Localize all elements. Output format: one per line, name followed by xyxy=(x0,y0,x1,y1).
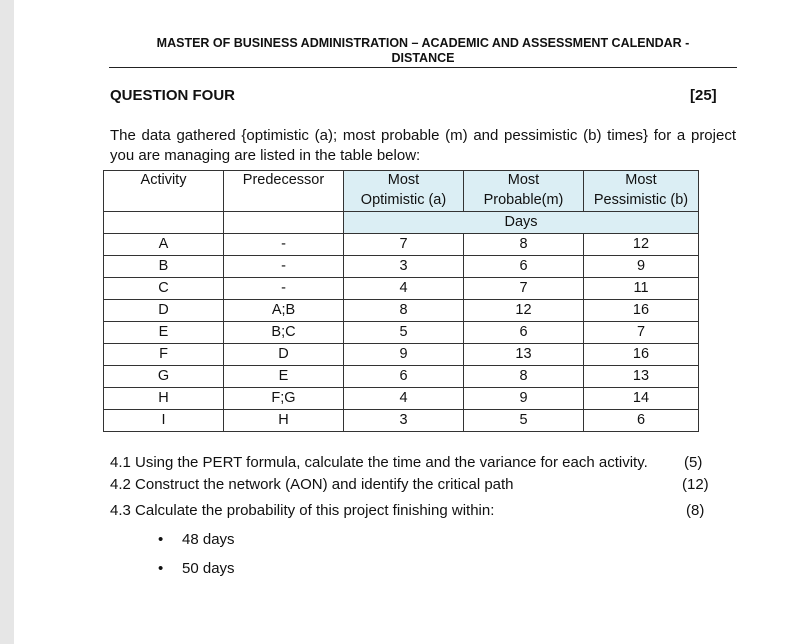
header-probable-top: Most xyxy=(464,171,584,191)
cell-predecessor: - xyxy=(224,234,344,256)
cell-pessimistic: 12 xyxy=(584,234,699,256)
table-row xyxy=(104,410,699,432)
cell-probable: 12 xyxy=(464,300,584,322)
cell-pessimistic: 6 xyxy=(584,410,699,432)
header-probable-bottom: Probable(m) xyxy=(464,190,584,212)
cell-pessimistic: 16 xyxy=(584,344,699,366)
cell-predecessor: B;C xyxy=(224,322,344,344)
cell-pessimistic: 11 xyxy=(584,278,699,300)
header-divider xyxy=(109,67,737,68)
question-intro: The data gathered {optimistic (a); most probable (m) and pessimistic (b) times} for a project you are managing are listed in the table below: xyxy=(110,127,736,164)
table-header-row-2 xyxy=(104,190,699,212)
table-row xyxy=(104,300,699,322)
bullet-50-days: 50 days xyxy=(182,560,235,577)
header-predecessor: Predecessor xyxy=(224,171,344,191)
cell-optimistic: 7 xyxy=(344,234,464,256)
task-4-2: 4.2 Construct the network (AON) and identify the critical path xyxy=(110,476,514,493)
table-row xyxy=(104,322,699,344)
header-line-1: MASTER OF BUSINESS ADMINISTRATION – ACADEMIC AND ASSESSMENT CALENDAR - xyxy=(156,36,690,50)
table-header-row-1 xyxy=(104,171,699,191)
table-row xyxy=(104,234,699,256)
cell-activity: H xyxy=(104,388,224,410)
cell-probable: 8 xyxy=(464,234,584,256)
cell-pessimistic: 9 xyxy=(584,256,699,278)
cell-optimistic: 5 xyxy=(344,322,464,344)
cell-optimistic: 4 xyxy=(344,278,464,300)
cell-predecessor: H xyxy=(224,410,344,432)
header-pessimistic-top: Most xyxy=(584,171,699,191)
cell-pessimistic: 14 xyxy=(584,388,699,410)
task-4-2-marks: (12) xyxy=(682,476,709,493)
cell-activity: C xyxy=(104,278,224,300)
table-days-row xyxy=(104,212,699,234)
table-row xyxy=(104,366,699,388)
bullet-icon: • xyxy=(158,560,164,577)
header-optimistic-top: Most xyxy=(344,171,464,191)
cell-predecessor: - xyxy=(224,278,344,300)
pert-table xyxy=(103,170,699,432)
table-row xyxy=(104,256,699,278)
cell-optimistic: 3 xyxy=(344,410,464,432)
cell-probable: 9 xyxy=(464,388,584,410)
cell-pessimistic: 16 xyxy=(584,300,699,322)
cell-optimistic: 9 xyxy=(344,344,464,366)
document-header xyxy=(110,36,736,66)
header-pessimistic-bottom: Pessimistic (b) xyxy=(584,190,699,212)
cell-predecessor: F;G xyxy=(224,388,344,410)
cell-predecessor: D xyxy=(224,344,344,366)
cell-activity: G xyxy=(104,366,224,388)
cell-predecessor: E xyxy=(224,366,344,388)
cell-activity: E xyxy=(104,322,224,344)
header-days: Days xyxy=(344,212,699,234)
cell-optimistic: 6 xyxy=(344,366,464,388)
cell-pessimistic: 13 xyxy=(584,366,699,388)
cell-activity: F xyxy=(104,344,224,366)
cell-activity: I xyxy=(104,410,224,432)
cell-probable: 5 xyxy=(464,410,584,432)
header-optimistic-bottom: Optimistic (a) xyxy=(344,190,464,212)
cell-optimistic: 4 xyxy=(344,388,464,410)
task-4-1: 4.1 Using the PERT formula, calculate the time and the variance for each activity. xyxy=(110,454,648,471)
table-row xyxy=(104,278,699,300)
cell-activity: B xyxy=(104,256,224,278)
cell-activity: A xyxy=(104,234,224,256)
cell-probable: 13 xyxy=(464,344,584,366)
task-4-1-marks: (5) xyxy=(684,454,703,471)
cell-predecessor: - xyxy=(224,256,344,278)
cell-probable: 6 xyxy=(464,322,584,344)
cell-probable: 6 xyxy=(464,256,584,278)
cell-optimistic: 3 xyxy=(344,256,464,278)
cell-probable: 7 xyxy=(464,278,584,300)
header-line-2: DISTANCE xyxy=(391,51,455,65)
cell-probable: 8 xyxy=(464,366,584,388)
bullet-icon: • xyxy=(158,531,164,548)
table-row xyxy=(104,388,699,410)
cell-optimistic: 8 xyxy=(344,300,464,322)
cell-pessimistic: 7 xyxy=(584,322,699,344)
task-4-3: 4.3 Calculate the probability of this project finishing within: xyxy=(110,502,495,519)
table-row xyxy=(104,344,699,366)
question-title: QUESTION FOUR xyxy=(110,87,236,104)
question-marks: [25] xyxy=(690,87,717,104)
cell-predecessor: A;B xyxy=(224,300,344,322)
header-activity: Activity xyxy=(104,171,224,191)
bullet-48-days: 48 days xyxy=(182,531,235,548)
cell-activity: D xyxy=(104,300,224,322)
task-4-3-marks: (8) xyxy=(686,502,705,519)
